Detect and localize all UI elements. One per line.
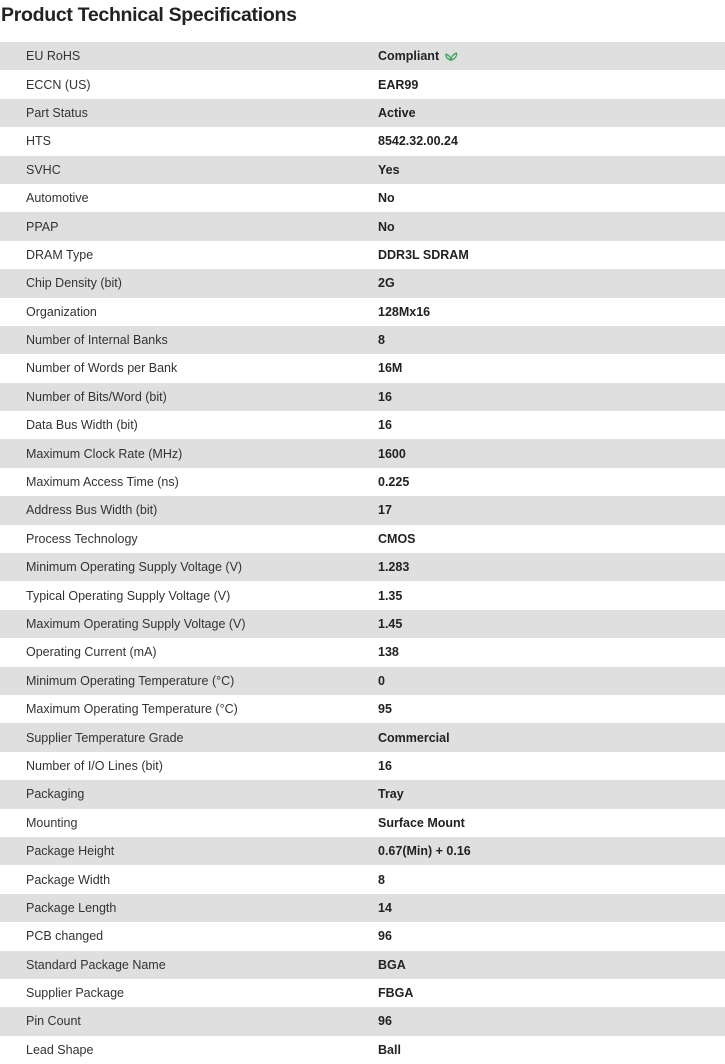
- spec-value: 128Mx16: [378, 304, 431, 319]
- table-row: [0, 411, 725, 439]
- spec-label: Maximum Clock Rate (MHz): [26, 446, 183, 461]
- spec-value-cell: [378, 731, 450, 745]
- spec-value: 16: [378, 389, 392, 404]
- spec-value-cell: [378, 617, 402, 631]
- spec-label: Standard Package Name: [26, 957, 166, 972]
- spec-value: 1.35: [378, 588, 403, 603]
- spec-value: 138: [378, 645, 399, 660]
- spec-value: CMOS: [378, 531, 416, 546]
- table-row: [0, 894, 725, 922]
- table-row: [0, 70, 725, 98]
- spec-value: 2G: [378, 276, 395, 291]
- table-row: [0, 354, 725, 382]
- table-row: [0, 326, 725, 354]
- spec-label: Process Technology: [26, 531, 138, 546]
- spec-value-cell: [378, 248, 469, 262]
- spec-value-cell: [378, 816, 465, 830]
- spec-label: Package Length: [26, 900, 117, 915]
- spec-value: 8542.32.00.24: [378, 134, 458, 149]
- spec-value: Ball: [378, 1042, 401, 1057]
- spec-value-cell: [378, 220, 395, 234]
- spec-label: Packaging: [26, 787, 85, 802]
- table-row: [0, 951, 725, 979]
- spec-label: Number of I/O Lines (bit): [26, 758, 163, 773]
- spec-label: DRAM Type: [26, 247, 94, 262]
- page-title: Product Technical Specifications: [1, 4, 297, 26]
- spec-value: 95: [378, 702, 392, 717]
- spec-value: Tray: [378, 787, 404, 802]
- table-row: [0, 525, 725, 553]
- spec-value: DDR3L SDRAM: [378, 247, 469, 262]
- table-row: [0, 383, 725, 411]
- spec-label: Maximum Operating Temperature (°C): [26, 702, 238, 717]
- spec-value: 16: [378, 418, 392, 433]
- spec-value: No: [378, 219, 395, 234]
- spec-label: PPAP: [26, 219, 59, 234]
- spec-value-cell: [378, 163, 400, 177]
- spec-value: 96: [378, 1014, 392, 1029]
- spec-value-cell: [378, 589, 402, 603]
- spec-value-cell: [378, 361, 402, 375]
- spec-label: Supplier Temperature Grade: [26, 730, 184, 745]
- spec-table: [0, 42, 725, 1064]
- table-row: [0, 667, 725, 695]
- spec-label: PCB changed: [26, 929, 104, 944]
- table-row: [0, 809, 725, 837]
- spec-label: Number of Internal Banks: [26, 333, 168, 348]
- spec-label: Automotive: [26, 191, 89, 206]
- spec-value-cell: [378, 78, 418, 92]
- spec-value-cell: [378, 674, 385, 688]
- table-row: [0, 42, 725, 70]
- table-row: [0, 553, 725, 581]
- spec-label: Part Status: [26, 105, 88, 120]
- spec-value-cell: [378, 475, 409, 489]
- spec-label: Chip Density (bit): [26, 276, 122, 291]
- spec-label: Supplier Package: [26, 986, 124, 1001]
- spec-label: Data Bus Width (bit): [26, 418, 138, 433]
- spec-value-cell: [378, 873, 385, 887]
- spec-label: Operating Current (mA): [26, 645, 157, 660]
- spec-value-cell: [378, 560, 409, 574]
- table-row: [0, 184, 725, 212]
- spec-value: BGA: [378, 957, 406, 972]
- table-row: [0, 837, 725, 865]
- spec-value-cell: [378, 986, 413, 1000]
- spec-value-cell: [378, 929, 392, 943]
- table-row: [0, 780, 725, 808]
- spec-value: 1.45: [378, 617, 403, 631]
- table-row: [0, 752, 725, 780]
- spec-label: Organization: [26, 304, 97, 319]
- table-row: [0, 212, 725, 240]
- spec-value-cell: [378, 134, 458, 148]
- spec-value: No: [378, 191, 395, 206]
- spec-value: Commercial: [378, 730, 450, 745]
- spec-value-cell: [378, 1043, 401, 1057]
- spec-value-cell: [378, 702, 392, 716]
- spec-value-cell: [378, 390, 392, 404]
- table-row: [0, 99, 725, 127]
- table-row: [0, 723, 725, 751]
- spec-value-cell: [378, 645, 399, 659]
- spec-value-cell: [378, 447, 406, 461]
- spec-label: Minimum Operating Supply Voltage (V): [26, 560, 243, 575]
- table-row: [0, 695, 725, 723]
- spec-value: 17: [378, 503, 392, 518]
- spec-label: HTS: [26, 134, 51, 149]
- spec-value-cell: [378, 1014, 392, 1028]
- spec-value: 16M: [378, 361, 403, 376]
- spec-value-cell: [378, 532, 416, 546]
- spec-label: Typical Operating Supply Voltage (V): [26, 588, 231, 603]
- table-row: [0, 156, 725, 184]
- spec-value: Active: [378, 105, 416, 120]
- spec-value-cell: [378, 333, 385, 347]
- table-row: [0, 1036, 725, 1064]
- spec-label: SVHC: [26, 162, 61, 177]
- spec-label: Package Width: [26, 872, 111, 887]
- spec-label: ECCN (US): [26, 77, 91, 92]
- spec-value: 1600: [378, 446, 406, 461]
- table-row: [0, 439, 725, 467]
- spec-label: Maximum Access Time (ns): [26, 475, 179, 490]
- spec-value: Compliant: [378, 49, 440, 64]
- table-row: [0, 496, 725, 524]
- table-row: [0, 269, 725, 297]
- spec-value: 0: [378, 673, 385, 688]
- spec-value-cell: [378, 759, 392, 773]
- spec-value: Surface Mount: [378, 815, 465, 830]
- spec-value-cell: [378, 305, 430, 319]
- spec-value: 1.283: [378, 560, 410, 575]
- spec-label: Number of Bits/Word (bit): [26, 389, 167, 404]
- spec-label: Minimum Operating Temperature (°C): [26, 673, 235, 688]
- spec-label: Lead Shape: [26, 1042, 94, 1057]
- spec-value-cell: [378, 106, 416, 120]
- leaf-icon: [444, 50, 458, 62]
- spec-value-cell: [378, 276, 395, 290]
- spec-label: Number of Words per Bank: [26, 361, 178, 376]
- spec-value-cell: [378, 844, 471, 858]
- spec-label: Maximum Operating Supply Voltage (V): [26, 617, 246, 631]
- spec-value: 16: [378, 758, 392, 773]
- table-row: [0, 865, 725, 893]
- table-row: [0, 610, 725, 638]
- spec-value: 14: [378, 900, 392, 915]
- spec-value-cell: [378, 901, 392, 915]
- spec-value-cell: [378, 191, 395, 205]
- table-row: [0, 922, 725, 950]
- spec-label: Pin Count: [26, 1014, 81, 1029]
- spec-label: Mounting: [26, 815, 78, 830]
- spec-label: Package Height: [26, 844, 115, 859]
- spec-value: 0.67(Min) + 0.16: [378, 844, 471, 859]
- spec-value: Yes: [378, 162, 400, 177]
- table-row: [0, 241, 725, 269]
- table-row: [0, 298, 725, 326]
- table-row: [0, 979, 725, 1007]
- spec-value: FBGA: [378, 986, 414, 1001]
- table-row: [0, 1007, 725, 1035]
- spec-value: 8: [378, 872, 385, 887]
- spec-value: 96: [378, 929, 392, 944]
- table-row: [0, 468, 725, 496]
- table-row: [0, 127, 725, 155]
- spec-value-cell: [378, 503, 392, 517]
- spec-value-cell: [378, 49, 458, 63]
- spec-value-cell: [378, 958, 406, 972]
- spec-value: EAR99: [378, 77, 419, 92]
- spec-value-cell: [378, 787, 404, 801]
- spec-label: EU RoHS: [26, 49, 81, 64]
- spec-label: Address Bus Width (bit): [26, 503, 158, 518]
- table-row: [0, 581, 725, 609]
- spec-value-cell: [378, 418, 392, 432]
- table-row: [0, 638, 725, 666]
- spec-value: 0.225: [378, 475, 410, 490]
- spec-value: 8: [378, 333, 385, 348]
